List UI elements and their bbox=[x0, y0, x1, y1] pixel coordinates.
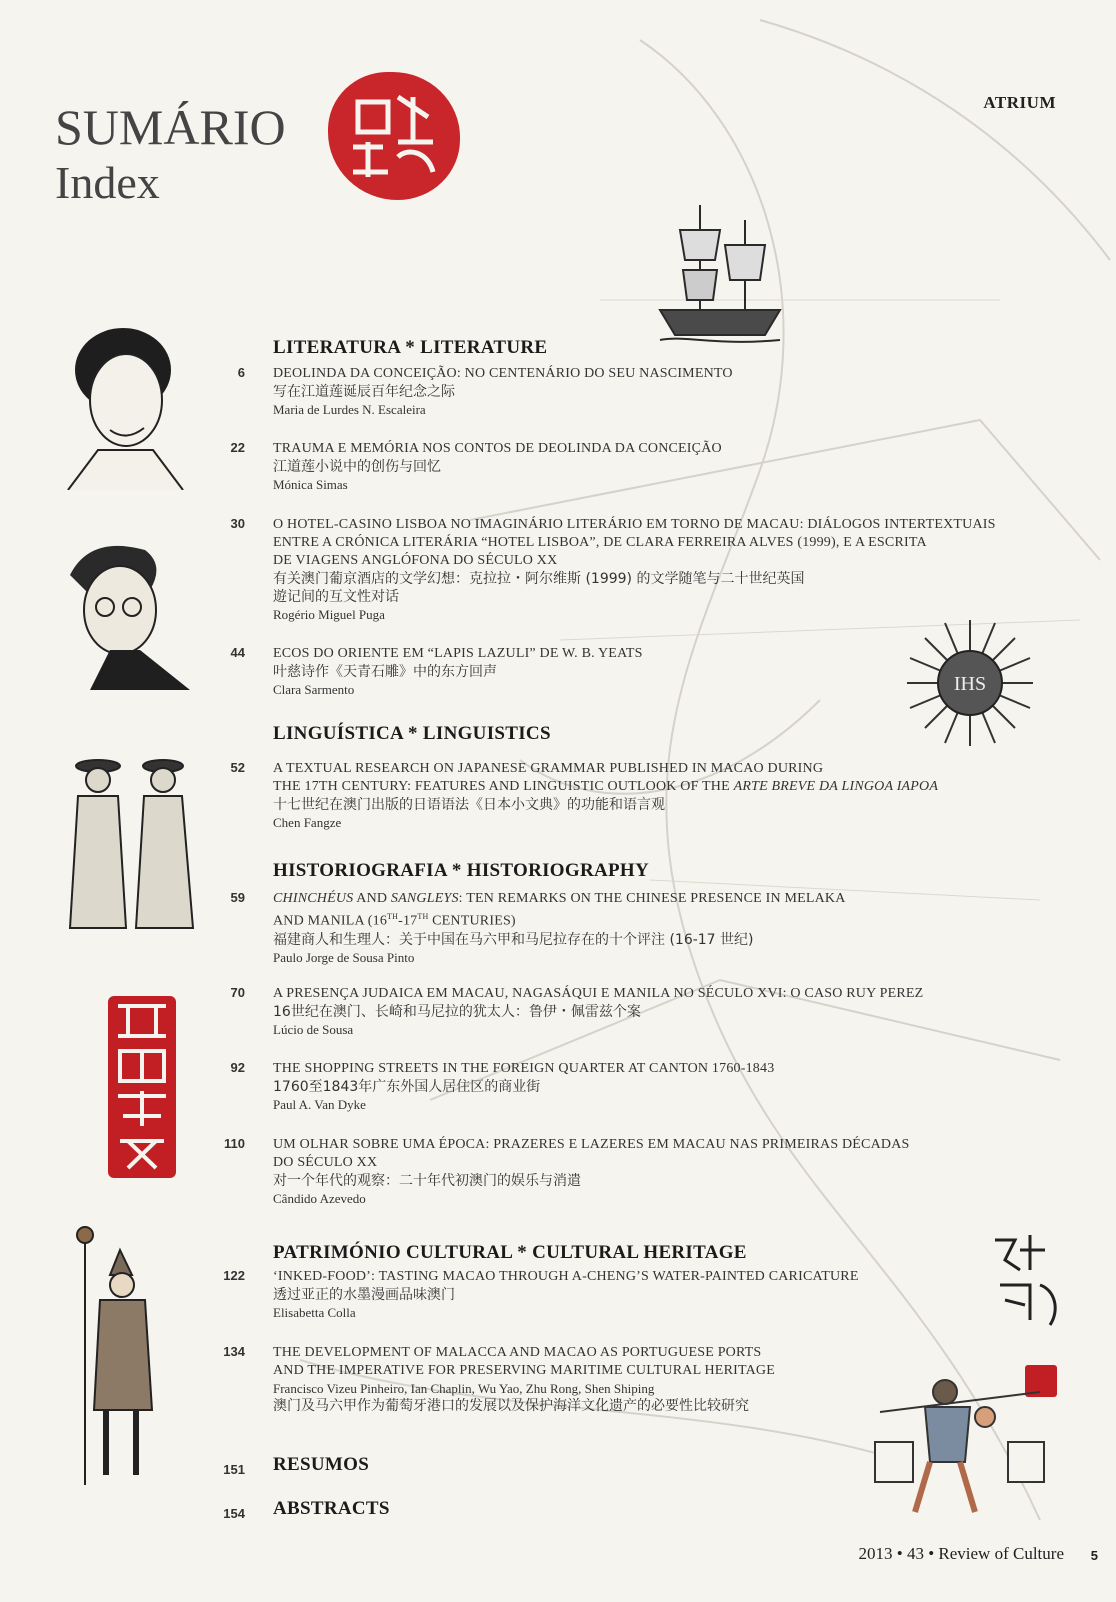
page-title-pt: SUMÁRIO bbox=[55, 99, 286, 155]
red-seal-logo bbox=[328, 72, 460, 200]
entry-page-number: 122 bbox=[223, 1268, 245, 1283]
entry-title-zh: 十七世纪在澳门出版的日语语法《日本小文典》的功能和语言观 bbox=[273, 797, 665, 813]
toc-entry[interactable] bbox=[273, 760, 1073, 831]
entry-author: Chen Fangze bbox=[273, 815, 342, 830]
entry-title-zh: 透过亚正的水墨漫画品味澳门 bbox=[273, 1287, 455, 1303]
entry-page-number: 52 bbox=[230, 760, 245, 775]
entry-page-number: 6 bbox=[237, 365, 245, 380]
entry-page-number: 110 bbox=[224, 1136, 245, 1151]
entry-title-zh: 江道莲小说中的创伤与回忆 bbox=[273, 459, 441, 475]
red-vertical-seal-logo bbox=[108, 996, 176, 1178]
entry-title-zh: 福建商人和生理人：关于中国在马六甲和马尼拉存在的十个评注 (16-17 世纪) bbox=[273, 931, 754, 948]
toc-entry[interactable] bbox=[273, 440, 1073, 493]
vertical-seal-glyph-icon bbox=[108, 996, 176, 1178]
entry-author: Francisco Vizeu Pinheiro, Ian Chaplin, Wu Yao, Zhu Rong, Shen Shiping bbox=[273, 1381, 655, 1396]
entry-author: Maria de Lurdes N. Escaleira bbox=[273, 402, 426, 417]
entry-author: Cândido Azevedo bbox=[273, 1191, 366, 1206]
section-heading-literature: LITERATURA * LITERATURE bbox=[273, 337, 548, 358]
entry-title: A PRESENÇA JUDAICA EM MACAU, NAGASÁQUI E MANILA NO SÉCULO XVI: O CASO RUY PEREZ bbox=[273, 986, 924, 1001]
entry-title-text: CENTURIES) bbox=[428, 913, 516, 929]
ship-icon bbox=[655, 190, 785, 350]
toc-entry[interactable] bbox=[273, 1344, 1073, 1415]
entry-author: Paulo Jorge de Sousa Pinto bbox=[273, 949, 415, 965]
entry-title-text: -17 bbox=[398, 913, 418, 929]
seal-glyph-icon bbox=[328, 72, 460, 200]
section-label-atrium: ATRIUM bbox=[983, 93, 1056, 112]
entry-title-line: O HOTEL-CASINO LISBOA NO IMAGINÁRIO LITERÁRIO EM TORNO DE MACAU: DIÁLOGOS INTERTEXTUAIS bbox=[273, 517, 996, 532]
section-heading-cultural-heritage: PATRIMÓNIO CULTURAL * CULTURAL HERITAGE bbox=[273, 1242, 747, 1263]
two-figures-illustration-icon bbox=[58, 748, 203, 943]
entry-page-number: 134 bbox=[223, 1344, 245, 1359]
entry-title-line: AND THE IMPERATIVE FOR PRESERVING MARITIME CULTURAL HERITAGE bbox=[273, 1363, 775, 1378]
entry-title-italic: ARTE BREVE DA LINGOA IAPOA bbox=[733, 779, 939, 794]
entry-page-number: 30 bbox=[230, 516, 245, 531]
toc-entry[interactable] bbox=[273, 1060, 1073, 1113]
entry-title: THE SHOPPING STREETS IN THE FOREIGN QUARTER AT CANTON 1760-1843 bbox=[273, 1061, 775, 1076]
entry-page-number: 151 bbox=[223, 1462, 245, 1477]
entry-title: DEOLINDA DA CONCEIÇÃO: NO CENTENÁRIO DO SEU NASCIMENTO bbox=[273, 366, 733, 381]
entry-title-line bbox=[273, 778, 1073, 796]
entry-title-zh: 澳门及马六甲作为葡萄牙港口的发展以及保护海洋文化遗产的必要性比较研究 bbox=[273, 1398, 749, 1414]
entry-title-line: UM OLHAR SOBRE UMA ÉPOCA: PRAZERES E LAZERES EM MACAU NAS PRIMEIRAS DÉCADAS bbox=[273, 1137, 910, 1152]
entry-title-zh: 有关澳门葡京酒店的文学幻想：克拉拉・阿尔维斯 (1999) 的文学随笔与二十世纪英国 bbox=[273, 571, 805, 587]
entry-title: ECOS DO ORIENTE EM “LAPIS LAZULI” DE W. B. YEATS bbox=[273, 646, 643, 661]
entry-title-line bbox=[273, 890, 1073, 908]
entry-author: Rogério Miguel Puga bbox=[273, 607, 385, 622]
entry-title-zh: 1760至1843年广东外国人居住区的商业街 bbox=[273, 1079, 541, 1095]
entry-page-number: 70 bbox=[230, 985, 245, 1000]
superscript: TH bbox=[417, 912, 429, 921]
entry-title-zh-line2: 遊记间的互文性对话 bbox=[273, 589, 399, 605]
toc-entry[interactable] bbox=[273, 890, 1073, 966]
toc-entry[interactable] bbox=[273, 516, 1073, 623]
entry-title-text: AND bbox=[353, 891, 391, 906]
standing-figure-illustration-icon bbox=[70, 1220, 170, 1490]
superscript: TH bbox=[387, 912, 399, 921]
entry-title-line: DO SÉCULO XX bbox=[273, 1155, 378, 1170]
toc-entry[interactable] bbox=[273, 645, 1073, 698]
portrait-yeats-icon bbox=[50, 535, 190, 690]
entry-title: ‘INKED-FOOD’: TASTING MACAO THROUGH A-CHENG’S WATER-PAINTED CARICATURE bbox=[273, 1269, 859, 1284]
entry-title-line bbox=[273, 908, 1073, 931]
abstracts-link[interactable]: ABSTRACTS bbox=[273, 1498, 390, 1519]
entry-title-text: AND MANILA (16 bbox=[273, 913, 388, 929]
entry-page-number: 44 bbox=[230, 645, 245, 660]
toc-entry[interactable] bbox=[273, 1136, 1073, 1207]
section-heading-linguistics: LINGUÍSTICA * LINGUISTICS bbox=[273, 723, 551, 744]
entry-author: Mónica Simas bbox=[273, 477, 348, 492]
entry-title-zh: 叶慈诗作《天青石雕》中的东方回声 bbox=[273, 664, 497, 680]
entry-title-line: A TEXTUAL RESEARCH ON JAPANESE GRAMMAR PUBLISHED IN MACAO DURING bbox=[273, 761, 824, 776]
entry-author: Paul A. Van Dyke bbox=[273, 1097, 366, 1112]
portrait-woman-icon bbox=[58, 320, 188, 490]
entry-title-zh: 16世纪在澳门、长崎和马尼拉的犹太人：鲁伊・佩雷兹个案 bbox=[273, 1004, 641, 1020]
section-heading-historiography: HISTORIOGRAFIA * HISTORIOGRAPHY bbox=[273, 860, 650, 881]
entry-page-number: 22 bbox=[230, 440, 245, 455]
entry-page-number: 154 bbox=[223, 1506, 245, 1521]
entry-title-text: : TEN REMARKS ON THE CHINESE PRESENCE IN MELAKA bbox=[458, 891, 846, 906]
entry-title: TRAUMA E MEMÓRIA NOS CONTOS DE DEOLINDA DA CONCEIÇÃO bbox=[273, 441, 722, 456]
entry-title-text: THE 17TH CENTURY: FEATURES AND LINGUISTIC OUTLOOK OF THE bbox=[273, 779, 734, 794]
entry-title-italic: CHINCHÉUS bbox=[273, 891, 354, 906]
footer-page-number: 5 bbox=[1090, 1548, 1098, 1563]
entry-author: Elisabetta Colla bbox=[273, 1305, 356, 1320]
toc-entry[interactable] bbox=[273, 1268, 1073, 1321]
entry-page-number: 59 bbox=[230, 890, 245, 905]
entry-page-number: 92 bbox=[230, 1060, 245, 1075]
page-title-en: Index bbox=[55, 157, 160, 208]
entry-title-zh: 对一个年代的观察：二十年代初澳门的娱乐与消遣 bbox=[273, 1173, 581, 1189]
toc-entry[interactable] bbox=[273, 365, 1073, 418]
footer-issue: 2013 • 43 • Review of Culture bbox=[858, 1544, 1064, 1563]
entry-title-line: THE DEVELOPMENT OF MALACCA AND MACAO AS PORTUGUESE PORTS bbox=[273, 1345, 762, 1360]
svg-text:IHS: IHS bbox=[953, 673, 987, 695]
entry-author: Clara Sarmento bbox=[273, 682, 355, 697]
resumos-link[interactable]: RESUMOS bbox=[273, 1454, 370, 1475]
entry-author: Lúcio de Sousa bbox=[273, 1022, 354, 1037]
entry-title-line: ENTRE A CRÓNICA LITERÁRIA “HOTEL LISBOA”, DE CLARA FERREIRA ALVES (1999), E A ESCRITA bbox=[273, 535, 927, 550]
toc-entry[interactable] bbox=[273, 985, 1073, 1038]
entry-title-zh: 写在江道莲诞辰百年纪念之际 bbox=[273, 384, 455, 400]
entry-title-italic: SANGLEYS bbox=[390, 891, 459, 906]
entry-title-line: DE VIAGENS ANGLÓFONA DO SÉCULO XX bbox=[273, 553, 558, 568]
